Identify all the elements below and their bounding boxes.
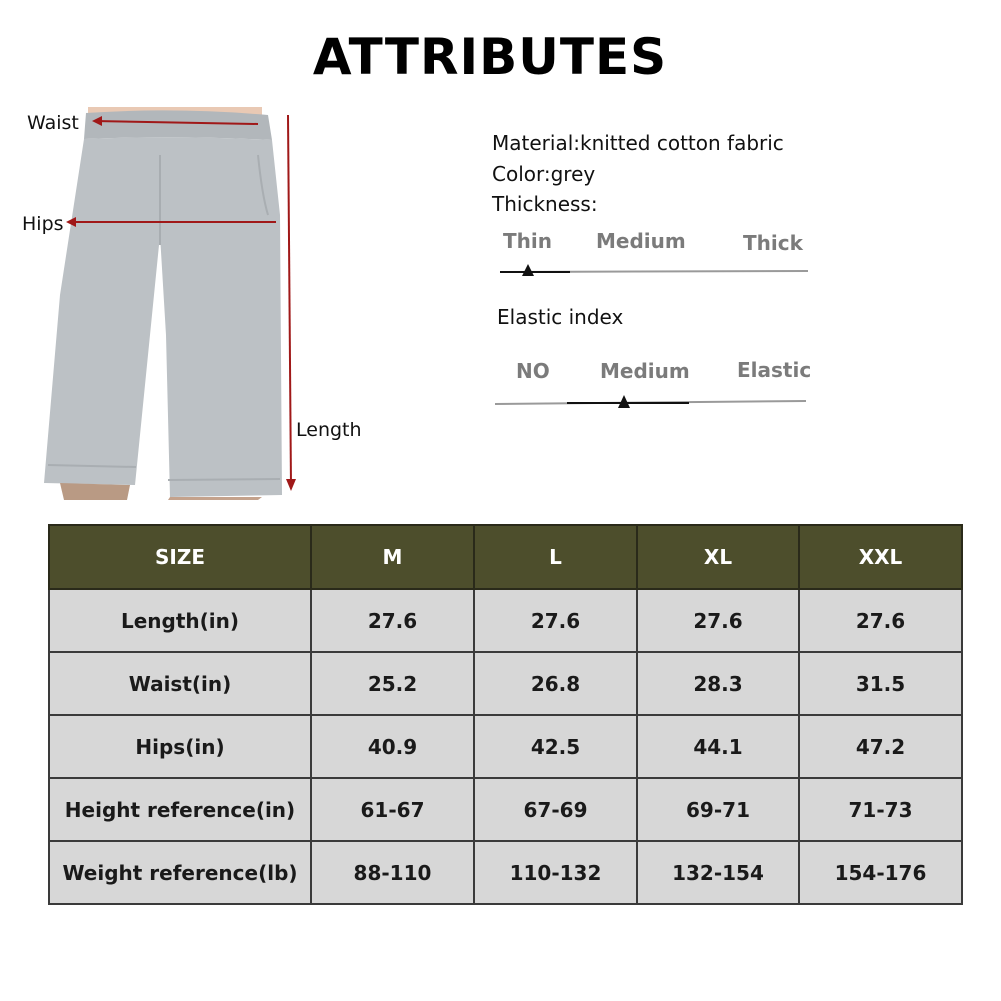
header-l: L bbox=[474, 525, 637, 589]
table-cell: 88-110 bbox=[311, 841, 474, 904]
elastic-option-medium: Medium bbox=[600, 359, 690, 383]
table-cell: 61-67 bbox=[311, 778, 474, 841]
waist-label: Waist bbox=[27, 112, 79, 134]
row-label: Hips(in) bbox=[49, 715, 311, 778]
shorts-body bbox=[44, 137, 282, 497]
elastic-scale bbox=[493, 392, 809, 412]
table-cell: 27.6 bbox=[311, 589, 474, 652]
table-cell: 40.9 bbox=[311, 715, 474, 778]
left-leg-skin bbox=[60, 483, 130, 500]
thickness-option-thick: Thick bbox=[743, 231, 803, 255]
size-table bbox=[48, 524, 963, 905]
thickness-marker bbox=[522, 264, 534, 276]
thickness-option-thin: Thin bbox=[503, 229, 552, 253]
right-leg-skin bbox=[168, 497, 262, 500]
table-header-row bbox=[49, 525, 962, 589]
header-xl: XL bbox=[637, 525, 799, 589]
table-cell: 25.2 bbox=[311, 652, 474, 715]
color-text: Color:grey bbox=[492, 162, 596, 186]
material-text: Material:knitted cotton fabric bbox=[492, 131, 784, 155]
table-cell: 69-71 bbox=[637, 778, 799, 841]
hips-label: Hips bbox=[22, 213, 64, 235]
table-cell: 27.6 bbox=[474, 589, 637, 652]
row-label: Length(in) bbox=[49, 589, 311, 652]
elastic-marker bbox=[618, 395, 630, 408]
thickness-scale bbox=[498, 258, 810, 280]
shorts-diagram bbox=[0, 95, 420, 515]
row-label: Height reference(in) bbox=[49, 778, 311, 841]
table-cell: 44.1 bbox=[637, 715, 799, 778]
table-row bbox=[49, 715, 962, 778]
row-label: Weight reference(lb) bbox=[49, 841, 311, 904]
header-xxl: XXL bbox=[799, 525, 962, 589]
header-m: M bbox=[311, 525, 474, 589]
elastic-label: Elastic index bbox=[497, 305, 624, 329]
length-arrow bbox=[288, 115, 291, 487]
thickness-label: Thickness: bbox=[492, 192, 598, 216]
table-cell: 132-154 bbox=[637, 841, 799, 904]
page-title: ATTRIBUTES bbox=[312, 28, 668, 86]
hem-right bbox=[168, 479, 280, 480]
table-cell: 42.5 bbox=[474, 715, 637, 778]
header-size: SIZE bbox=[49, 525, 311, 589]
table-row bbox=[49, 778, 962, 841]
table-cell: 67-69 bbox=[474, 778, 637, 841]
length-arrow-head bbox=[286, 479, 296, 491]
table-cell: 28.3 bbox=[637, 652, 799, 715]
table-row bbox=[49, 589, 962, 652]
table-cell: 27.6 bbox=[637, 589, 799, 652]
table-row bbox=[49, 652, 962, 715]
table-cell: 31.5 bbox=[799, 652, 962, 715]
length-label: Length bbox=[296, 419, 362, 441]
table-cell: 27.6 bbox=[799, 589, 962, 652]
elastic-option-no: NO bbox=[516, 359, 550, 383]
elastic-option-elastic: Elastic bbox=[737, 358, 812, 382]
waistband bbox=[84, 110, 272, 140]
table-cell: 26.8 bbox=[474, 652, 637, 715]
table-cell: 154-176 bbox=[799, 841, 962, 904]
table-cell: 71-73 bbox=[799, 778, 962, 841]
table-cell: 110-132 bbox=[474, 841, 637, 904]
table-row bbox=[49, 841, 962, 904]
thickness-option-medium: Medium bbox=[596, 229, 686, 253]
table-cell: 47.2 bbox=[799, 715, 962, 778]
row-label: Waist(in) bbox=[49, 652, 311, 715]
